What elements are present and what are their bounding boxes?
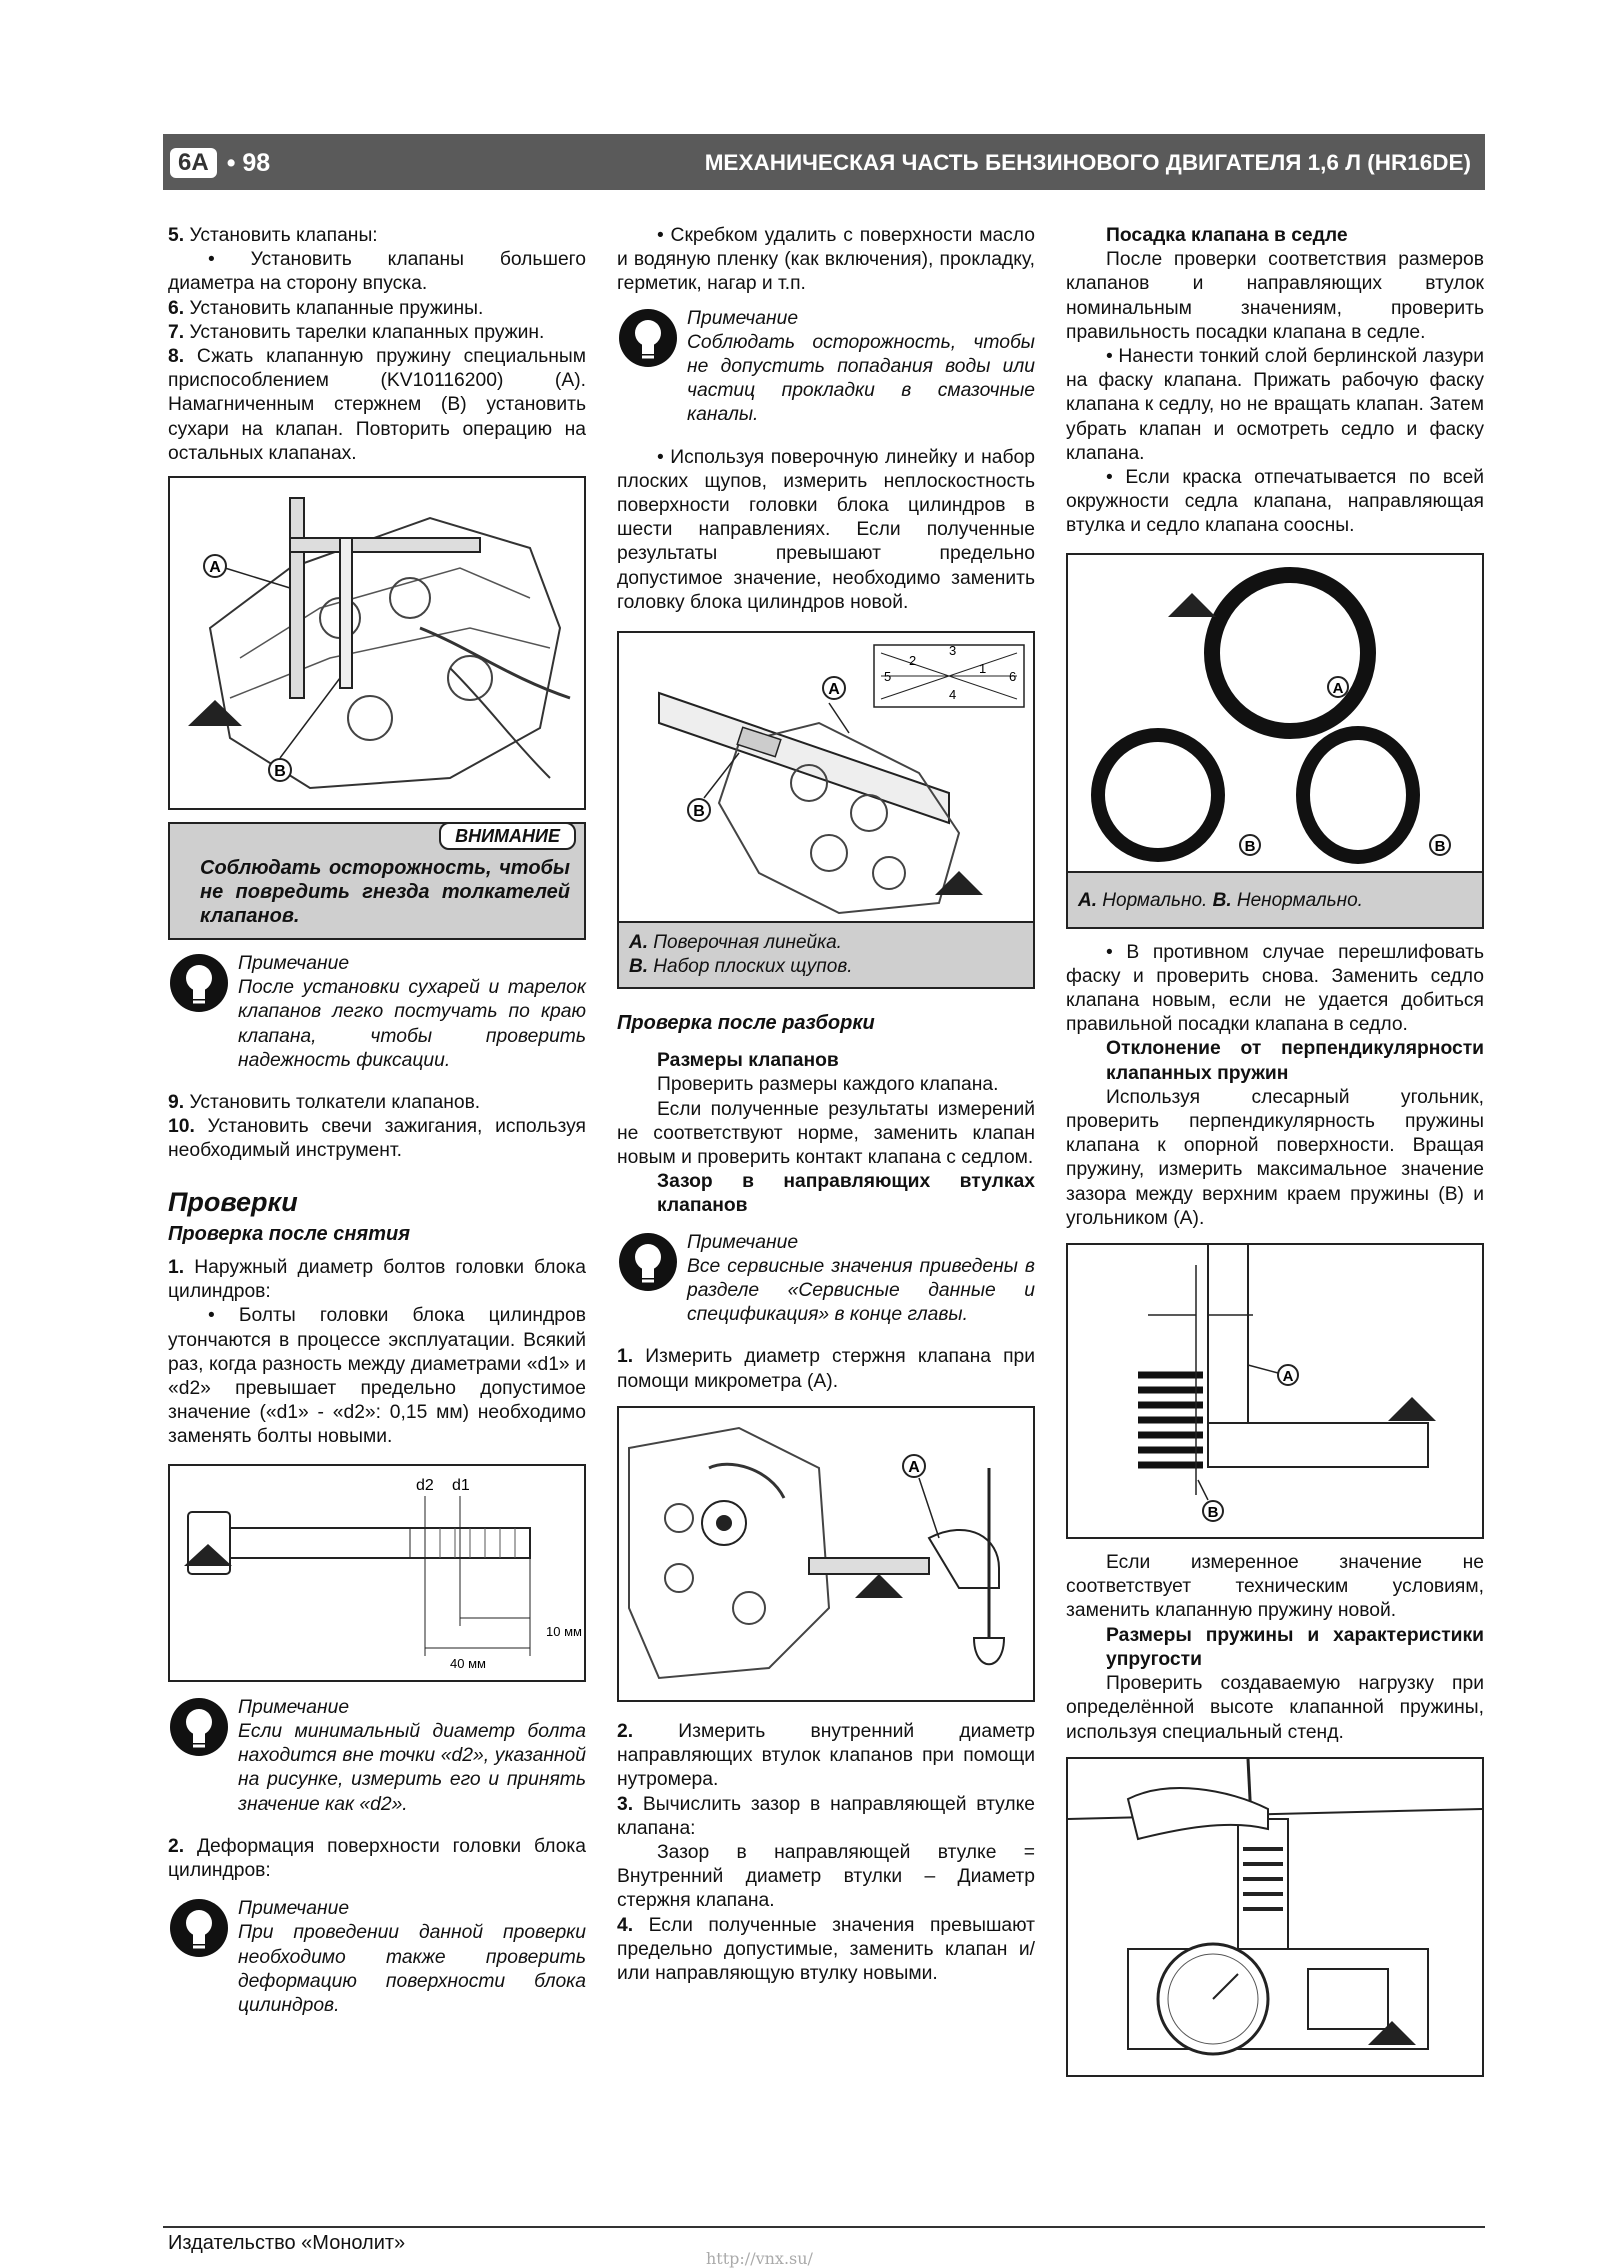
header-left	[170, 144, 270, 182]
publisher-logo-icon	[1168, 593, 1216, 617]
header-title: МЕХАНИЧЕСКАЯ ЧАСТЬ БЕНЗИНОВОГО ДВИГАТЕЛЯ 1,6 Л (HR16DE)	[704, 150, 1471, 175]
fig4-label-a: A	[1332, 679, 1344, 697]
fig1-label-a: A	[209, 559, 221, 577]
step-9: 9. Установить толкатели клапанов.	[168, 1092, 481, 1114]
note-5	[617, 1231, 1035, 1328]
micrometer-drawing	[619, 1408, 1033, 1700]
column-1	[168, 224, 586, 2018]
figure-bolt-diameter	[168, 1464, 586, 1682]
figure-valve-spring-compressor	[168, 476, 586, 810]
note-3-title: Примечание	[238, 1898, 350, 1920]
step-8: 8. Сжать клапанную пружину специальным приспособлением (KV10116200) (A). Намагниченным стержнем (B) установить сухари на клапан. Повторить операцию на остальных клапанах.	[168, 346, 587, 464]
straightedge-drawing	[619, 633, 1033, 923]
fig4-label-b2: B	[1434, 837, 1446, 855]
section-checks: Проверки	[168, 1186, 298, 1217]
fig-bolt-label-d1: d1	[452, 1476, 470, 1494]
note-2	[168, 1696, 586, 1817]
check-1: 1. Наружный диаметр болтов головки блока цилиндров:	[168, 1257, 586, 1303]
gap-formula: Зазор в направляющей втулке = Внутренний диаметр втулки – Диаметр стержня клапана.	[617, 1841, 1035, 1912]
lightbulb-icon	[168, 952, 230, 1014]
seat-b1: • Нанести тонкий слой берлинской лазури на фаску клапана. Прижать рабочую фаску клапана к седлу, но не вращать клапан. Затем убрать клапан и осмотреть седло и фаску клапана.	[1066, 346, 1484, 464]
footer-rule	[163, 2226, 1485, 2228]
gap-step-4: 4. Если полученные значения превышают предельно допустимые, заменить клапан и/или направляющую втулку новыми.	[617, 1914, 1035, 1984]
note-2-title: Примечание	[238, 1696, 350, 1718]
guide-gap-title: Зазор в направляющих втулках клапанов	[657, 1171, 1035, 1217]
note-5-text: Все сервисные значения приведены в разделе «Сервисные данные и спецификация» в конце главы.	[687, 1255, 1035, 1326]
note-4-text: Соблюдать осторожность, чтобы не допустить попадания воды или частиц прокладки в смазочные каналы.	[687, 331, 1035, 426]
check-2: 2. Деформация поверхности головки блока цилиндров:	[168, 1835, 586, 1881]
subsection-after-disassembly: Проверка после разборки	[617, 1012, 875, 1035]
fig5-label-b: B	[1207, 1504, 1219, 1522]
column-2	[617, 224, 1035, 1986]
fig2-num-1: 1	[979, 661, 987, 677]
bolt-drawing	[170, 1466, 584, 1680]
step-5: 5. Установить клапаны:	[168, 225, 378, 246]
page-number: • 98	[226, 148, 271, 177]
spring-tester-drawing	[1068, 1759, 1482, 2075]
fig-bolt-dim-10mm: 10 мм	[546, 1623, 582, 1639]
figure-seat-contact	[1066, 553, 1484, 929]
fig4-caption: A. Нормально. B. Ненормально.	[1068, 871, 1482, 927]
step-5-bullet: • Установить клапаны большего диаметра на сторону впуска.	[168, 249, 586, 295]
warning-box	[168, 822, 586, 940]
seat-contact-drawing	[1068, 555, 1482, 871]
fig2-num-5: 5	[884, 669, 892, 685]
figure-micrometer	[617, 1406, 1035, 1702]
footer-publisher: Издательство «Монолит»	[168, 2232, 406, 2254]
step-10: 10. Установить свечи зажигания, используя необходимый инструмент.	[168, 1116, 587, 1162]
valve-sizes-title: Размеры клапанов	[657, 1050, 839, 1072]
publisher-logo-icon	[1388, 1397, 1436, 1421]
valve-sizes-p2: Если полученные результаты измерений не соответствуют норме, заменить клапан новым и проверить контакт клапана с седлом.	[617, 1098, 1035, 1169]
fig2-num-3: 3	[949, 643, 957, 659]
warning-label: ВНИМАНИЕ	[439, 822, 576, 850]
note-1-text: После установки сухарей и тарелок клапанов легко постучать по краю клапана, чтобы проверить надежность фиксации.	[238, 977, 586, 1071]
valve-compressor-drawing	[170, 478, 584, 808]
note-3-text: При проведении данной проверки необходимо также проверить деформацию поверхности блока цилиндров.	[238, 1922, 586, 2016]
figure-straightedge	[617, 631, 1035, 989]
column-3	[1066, 224, 1484, 2077]
perp-after: Если измеренное значение не соответствует техническим условиям, заменить клапанную пружину новой.	[1066, 1552, 1484, 1622]
note-4	[617, 307, 1035, 428]
subsection-after-removal: Проверка после снятия	[168, 1222, 410, 1245]
check-1-bullet: • Болты головки блока цилиндров утончаются в процессе эксплуатации. Всякий раз, когда разность между диаметрами «d1» и «d2» превышает предельно допустимое значение («d1» - «d2»: 0,15 мм) необходимо заменять болты новыми.	[168, 1305, 586, 1448]
seat-p1: После проверки соответствия размеров клапанов и направляющих втулок номинальным значениям, проверить правильность посадки клапана в седле.	[1066, 249, 1484, 343]
fig2-label-a: A	[828, 681, 840, 699]
lightbulb-icon	[617, 307, 679, 369]
publisher-logo-icon	[855, 1574, 903, 1598]
note-5-title: Примечание	[687, 1231, 799, 1253]
fig2-num-2: 2	[909, 653, 917, 669]
gap-step-1: 1. Измерить диаметр стержня клапана при помощи микрометра (A).	[617, 1346, 1035, 1392]
lightbulb-icon	[168, 1897, 230, 1959]
gap-step-3: 3. Вычислить зазор в направляющей втулке клапана:	[617, 1793, 1035, 1839]
spring-square-drawing	[1068, 1245, 1482, 1537]
fig-bolt-label-d2: d2	[416, 1476, 434, 1494]
fig2-label-b: B	[693, 803, 705, 821]
perp-p: Используя слесарный угольник, проверить перпендикулярность пружины клапана к опорной поверхности. Вращая пружину, измерить максимальное значение зазора между верхним краем пружины (B) и угольником (A).	[1066, 1086, 1484, 1229]
fig2-num-4: 4	[949, 687, 957, 703]
fig2-caption: A. Поверочная линейка. B. Набор плоских щупов.	[619, 921, 1033, 987]
seat-b3: • В противном случае перешлифовать фаску и проверить снова. Заменить седло клапана новым, если не удается добиться правильной посадки клапана в седло.	[1066, 941, 1484, 1036]
fig5-label-a: A	[1282, 1368, 1294, 1386]
figure-spring-tester	[1066, 1757, 1484, 2077]
figure-spring-square	[1066, 1243, 1484, 1539]
step-6: 6. Установить клапанные пружины.	[168, 297, 484, 319]
flatness-bullet: • Используя поверочную линейку и набор плоских щупов, измерить неплоскостность поверхности головки блока цилиндров в шести направлениях. Если полученные результаты превышают предельно допустимое значение, необходимо заменить головку блока цилиндров новой.	[617, 446, 1035, 613]
valve-sizes-p1: Проверить размеры каждого клапана.	[657, 1074, 999, 1096]
lightbulb-icon	[617, 1231, 679, 1293]
seat-title: Посадка клапана в седле	[1106, 225, 1348, 246]
note-2-text: Если минимальный диаметр болта находится вне точки «d2», указанной на рисунке, измерить его и принять значение как «d2».	[238, 1720, 586, 1815]
seat-b2: • Если краска отпечатывается по всей окружности седла клапана, направляющая втулка и седло клапана соосны.	[1066, 467, 1484, 537]
gap-step-2: 2. Измерить внутренний диаметр направляющих втулок клапанов при помощи нутромера.	[617, 1720, 1036, 1791]
note-4-title: Примечание	[687, 307, 799, 329]
warning-text: Соблюдать осторожность, чтобы не повредить гнезда толкателей клапанов.	[200, 857, 570, 928]
publisher-logo-icon	[935, 871, 983, 895]
fig-bolt-dim-40mm: 40 мм	[450, 1655, 486, 1671]
fig1-label-b: B	[274, 763, 286, 781]
spring-p: Проверить создаваемую нагрузку при определённой высоте клапанной пружины, используя специальный стенд.	[1066, 1673, 1484, 1743]
footer-url[interactable]: http://vnx.su/	[706, 2249, 813, 2268]
fig2-num-6: 6	[1009, 669, 1017, 685]
fig4-label-b1: B	[1244, 837, 1256, 855]
note-1	[168, 952, 586, 1073]
chapter-badge: 6A	[170, 148, 217, 178]
fig3-label-a: A	[908, 1458, 920, 1476]
step-7: 7. Установить тарелки клапанных пружин.	[168, 321, 545, 343]
scrape-bullet: • Скребком удалить с поверхности масло и водяную пленку (как включения), прокладку, герметик, нагар и т.п.	[617, 225, 1035, 295]
perp-title: Отклонение от перпендикулярности клапанных пружин	[1106, 1038, 1484, 1084]
lightbulb-icon	[168, 1696, 230, 1758]
note-3	[168, 1897, 586, 2018]
note-1-title: Примечание	[238, 953, 350, 975]
spring-title: Размеры пружины и характеристики упругости	[1106, 1624, 1484, 1670]
